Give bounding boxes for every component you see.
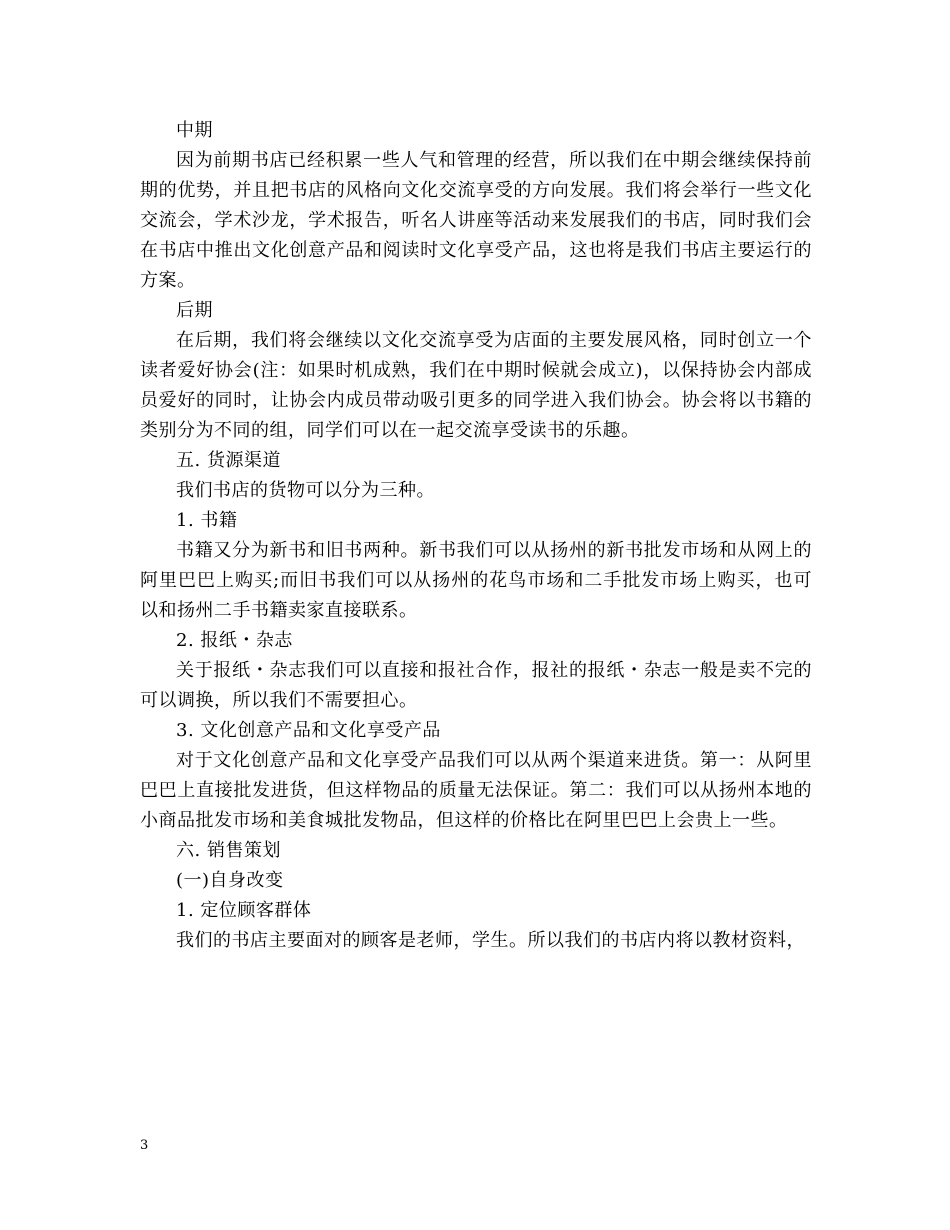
subheading-self-change: (一)自身改变 xyxy=(176,870,284,891)
paragraph-newspapers-magazines: 关于报纸・杂志我们可以直接和报社合作，报社的报纸・杂志一般是卖不完的可以调换，所以我们不需要担心。 xyxy=(140,660,812,711)
subheading-books: 1. 书籍 xyxy=(176,510,238,531)
page-number: 3 xyxy=(140,1138,149,1153)
section-heading-supply-channels: 五. 货源渠道 xyxy=(176,450,281,471)
subheading-target-customers: 1. 定位顾客群体 xyxy=(176,900,312,921)
section-heading-sales-planning: 六. 销售策划 xyxy=(176,840,281,861)
paragraph-mid-stage: 因为前期书店已经积累一些人气和管理的经营，所以我们在中期会继续保持前期的优势，并且把书店的风格向文化交流享受的方向发展。我们将会举行一些文化交流会，学术沙龙，学术报告，听名人讲座等活动来发展我们的书店，同时我们会在书店中推出文化创意产品和阅读时文化享受产品，这也将是我们书店主要运行的方案。 xyxy=(140,150,812,291)
paragraph-goods-types: 我们书店的货物可以分为三种。 xyxy=(176,480,435,501)
subheading-newspapers-magazines: 2. 报纸・杂志 xyxy=(176,630,293,651)
paragraph-cultural-products: 对于文化创意产品和文化享受产品我们可以从两个渠道来进货。第一：从阿里巴巴上直接批发进货，但这样物品的质量无法保证。第二：我们可以从扬州本地的小商品批发市场和美食城批发物品，但这样的价格比在阿里巴巴上会贵上一些。 xyxy=(140,750,812,831)
heading-mid-stage: 中期 xyxy=(176,120,213,141)
paragraph-target-customers: 我们的书店主要面对的顾客是老师，学生。所以我们的书店内将以教材资料， xyxy=(176,930,805,951)
paragraph-books: 书籍又分为新书和旧书两种。新书我们可以从扬州的新书批发市场和从网上的阿里巴巴上购买;而旧书我们可以从扬州的花鸟市场和二手批发市场上购买，也可以和扬州二手书籍卖家直接联系。 xyxy=(140,540,812,621)
paragraph-late-stage: 在后期，我们将会继续以文化交流享受为店面的主要发展风格，同时创立一个读者爱好协会(注：如果时机成熟，我们在中期时候就会成立)，以保持协会内部成员爱好的同时，让协会内成员带动吸引更多的同学进入我们协会。协会将以书籍的类别分为不同的组，同学们可以在一起交流享受读书的乐趣。 xyxy=(140,330,812,441)
document-body xyxy=(140,116,812,956)
subheading-cultural-products: 3. 文化创意产品和文化享受产品 xyxy=(176,720,441,741)
heading-late-stage: 后期 xyxy=(176,300,213,321)
